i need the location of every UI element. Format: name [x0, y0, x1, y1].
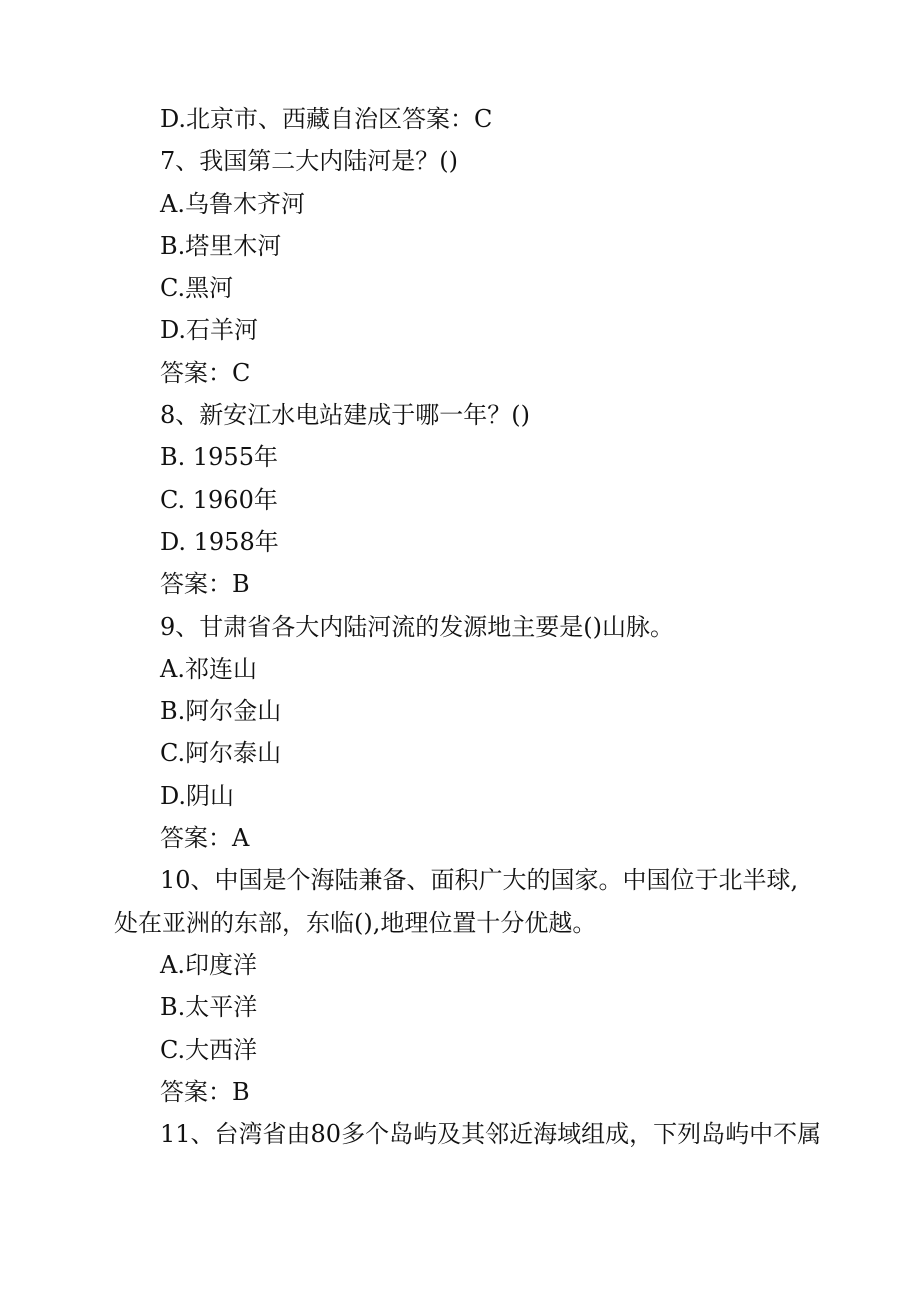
q11-question-line1: 11、台湾省由80多个岛屿及其邻近海域组成，下列岛屿中不属	[160, 1120, 822, 1149]
q8-answer: 答案：B	[160, 570, 250, 599]
q8-option-d: D. 1958年	[160, 527, 279, 556]
q10-option-a: A.印度洋	[160, 950, 257, 979]
q10-question-line2: 处在亚洲的东部，东临(),地理位置十分优越。	[114, 908, 597, 937]
q7-option-b: B.塔里木河	[160, 231, 282, 260]
q7-option-a: A.乌鲁木齐河	[160, 189, 305, 218]
q8-question: 8、新安江水电站建成于哪一年？()	[160, 401, 530, 430]
q8-option-b: B. 1955年	[160, 443, 278, 472]
q10-answer: 答案：B	[160, 1077, 250, 1106]
q7-answer: 答案：C	[160, 358, 251, 387]
q10-option-c: C.大西洋	[160, 1035, 258, 1064]
q6-option-d-with-answer: D.北京市、西藏自治区答案：C	[160, 105, 493, 133]
q9-option-a: A.祁连山	[160, 654, 257, 683]
q7-option-d: D.石羊河	[160, 316, 259, 345]
q10-option-b: B.太平洋	[160, 993, 258, 1022]
q9-option-b: B.阿尔金山	[160, 697, 282, 726]
q9-option-c: C.阿尔泰山	[160, 739, 282, 768]
q9-option-d: D.阴山	[160, 781, 235, 810]
q7-question: 7、我国第二大内陆河是？()	[160, 147, 458, 176]
q10-question-line1: 10、中国是个海陆兼备、面积广大的国家。中国位于北半球,	[160, 866, 799, 895]
q7-option-c: C.黑河	[160, 274, 234, 303]
document-text	[114, 98, 834, 1155]
q9-answer: 答案：A	[160, 824, 250, 853]
q8-option-c: C. 1960年	[160, 485, 278, 514]
q9-question: 9、甘肃省各大内陆河流的发源地主要是()山脉。	[160, 612, 674, 641]
